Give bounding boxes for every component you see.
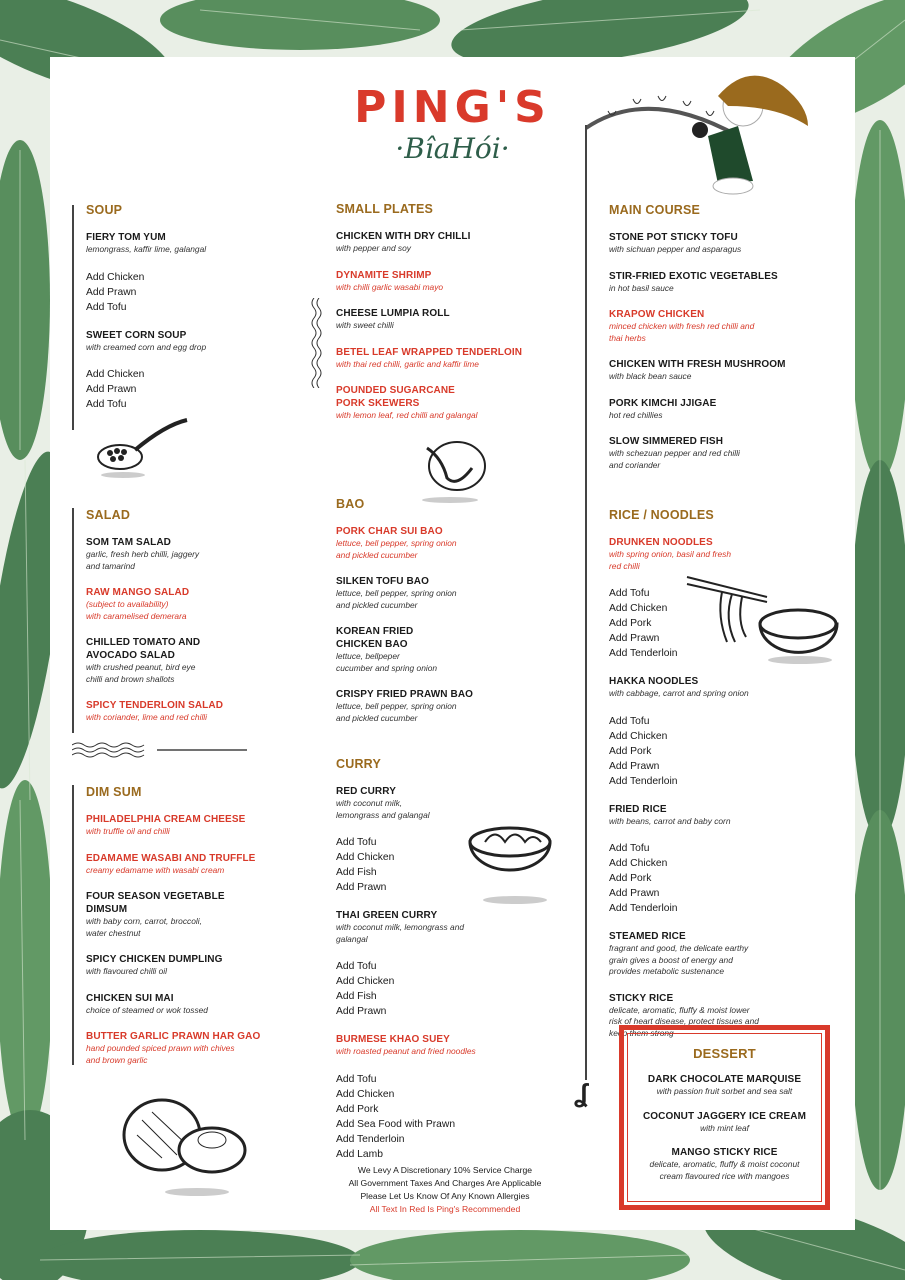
item-name: FIERY TOM YUM xyxy=(86,232,166,243)
add-on-option: Add Chicken xyxy=(336,1088,395,1100)
menu-item xyxy=(86,852,321,877)
add-on-option: Add Tofu xyxy=(609,715,650,727)
menu-item xyxy=(336,909,571,1019)
item-name: CHILLED TOMATO AND AVOCADO SALAD xyxy=(86,637,201,661)
item-name: EDAMAME WASABI AND TRUFFLE xyxy=(86,852,256,864)
item-name: DRUNKEN NOODLES xyxy=(609,537,713,548)
add-on-option: Add Chicken xyxy=(609,730,668,742)
menu-item xyxy=(86,890,321,939)
item-description: with coconut milk, lemongrass and galangal xyxy=(336,798,430,820)
add-on-option: Add Tofu xyxy=(609,588,650,599)
add-on-list xyxy=(609,586,844,661)
item-name: PHILADELPHIA CREAM CHEESE xyxy=(86,814,246,825)
menu-item xyxy=(336,625,571,674)
item-name: STIR-FRIED EXOTIC VEGETABLES xyxy=(609,270,778,282)
add-on-list xyxy=(336,1072,571,1162)
section-title: SOUP xyxy=(86,203,123,217)
item-name: DYNAMITE SHRIMP xyxy=(336,269,432,281)
item-name: CRISPY FRIED PRAWN BAO xyxy=(336,689,474,700)
item-description: garlic, fresh herb chilli, jaggery and tamarind xyxy=(86,549,200,571)
menu-item xyxy=(86,992,321,1017)
section-title: SALAD xyxy=(86,508,131,522)
footer-line: We Levy A Discretionary 10% Service Charge xyxy=(357,1165,533,1175)
add-on-option: Add Chicken xyxy=(336,852,395,863)
item-description: with roasted peanut and fried noodles xyxy=(336,1046,476,1056)
item-description: with sweet chilli xyxy=(336,320,394,330)
section-title: SMALL PLATES xyxy=(336,202,434,216)
section-small-plates xyxy=(336,202,571,436)
menu-item xyxy=(336,269,571,294)
item-name: COCONUT JAGGERY ICE CREAM xyxy=(642,1110,807,1122)
footer-line: Please Let Us Know Of Any Known Allergies xyxy=(360,1191,530,1201)
item-name: CHICKEN WITH FRESH MUSHROOM xyxy=(609,359,786,370)
item-description: with schezuan pepper and red chilli and coriander xyxy=(609,448,740,470)
menu-item xyxy=(86,536,321,572)
menu-item xyxy=(336,384,571,422)
wave-divider xyxy=(72,740,247,760)
item-description: with cabbage, carrot and spring onion xyxy=(609,688,749,698)
menu-item xyxy=(336,346,571,371)
footer-line: All Government Taxes And Charges Are Applicable xyxy=(348,1178,542,1188)
menu-item xyxy=(628,1073,821,1098)
item-description: with beans, carrot and baby corn xyxy=(609,815,731,826)
item-description: with coriander, lime and red chilli xyxy=(86,712,208,722)
fishing-line xyxy=(585,125,587,1080)
add-on-option: Add Prawn xyxy=(336,1006,387,1017)
menu-item xyxy=(336,575,571,611)
item-name: PORK KIMCHI JJIGAE xyxy=(609,397,717,409)
brand-name: PING'S xyxy=(354,82,551,133)
item-description: with mint leaf xyxy=(700,1122,749,1133)
menu-item xyxy=(86,813,321,838)
item-name: CHEESE LUMPIA ROLL xyxy=(336,308,450,319)
item-description: in hot basil sauce xyxy=(609,282,674,293)
item-description: with passion fruit sorbet and sea salt xyxy=(656,1086,793,1096)
footer-recommended-line: All Text In Red Is Ping's Recommended xyxy=(369,1204,521,1214)
add-on-option: Add Tenderloin xyxy=(609,775,678,787)
menu-item xyxy=(336,785,571,895)
item-name: STEAMED RICE xyxy=(609,931,686,942)
item-name: RAW MANGO SALAD xyxy=(86,587,190,598)
add-on-option: Add Pork xyxy=(609,745,652,757)
menu-item xyxy=(609,930,844,978)
item-name: CHICKEN SUI MAI xyxy=(86,992,174,1004)
menu-item xyxy=(609,397,844,422)
menu-item xyxy=(628,1146,821,1182)
add-on-option: Add Pork xyxy=(336,1103,379,1115)
add-on-option: Add Tofu xyxy=(336,837,377,848)
menu-item xyxy=(336,525,571,561)
add-on-option: Add Prawn xyxy=(609,633,660,644)
add-on-option: Add Tofu xyxy=(336,961,377,972)
item-description: delicate, aromatic, fluffy & moist coconut cream flavoured rice with mangoes xyxy=(649,1159,800,1181)
item-name: DARK CHOCOLATE MARQUISE xyxy=(647,1074,802,1085)
item-name: BETEL LEAF WRAPPED TENDERLOIN xyxy=(336,346,523,358)
item-description: hot red chillies xyxy=(609,409,663,420)
item-description: with sichuan pepper and asparagus xyxy=(609,244,742,254)
item-description: lettuce, bell pepper, spring onion and pickled cucumber xyxy=(336,701,457,723)
item-name: RED CURRY xyxy=(336,786,396,797)
menu-item xyxy=(86,1030,321,1066)
add-on-option: Add Prawn xyxy=(336,882,387,893)
fish-hook-icon: ʆ xyxy=(574,1078,589,1108)
section-soup xyxy=(86,203,321,426)
dimsum-basket-illustration xyxy=(117,1080,252,1200)
add-on-option: Add Tenderloin xyxy=(609,903,678,914)
dessert-box xyxy=(619,1025,830,1210)
brand-subtitle: ·BîaHói· xyxy=(395,132,510,165)
section-bao xyxy=(336,497,571,738)
item-description: hand pounded spiced prawn with chives and brown garlic xyxy=(86,1043,235,1065)
add-on-option: Add Chicken xyxy=(86,369,145,380)
section-title: CURRY xyxy=(336,757,381,771)
add-on-option: Add Pork xyxy=(609,873,652,884)
add-on-option: Add Chicken xyxy=(86,271,145,283)
add-on-list xyxy=(86,367,321,412)
add-on-option: Add Prawn xyxy=(609,760,660,772)
section-title: BAO xyxy=(336,497,365,511)
add-on-option: Add Lamb xyxy=(336,1148,383,1160)
menu-item xyxy=(609,803,844,917)
menu-item xyxy=(336,230,571,255)
item-description: lettuce, bellpeper cucumber and spring onion xyxy=(336,651,438,673)
add-on-option: Add Tofu xyxy=(86,301,127,313)
menu-item xyxy=(628,1110,821,1135)
item-name: HAKKA NOODLES xyxy=(609,676,699,687)
add-on-list xyxy=(336,835,571,895)
item-description: with chilli garlic wasabi mayo xyxy=(336,281,444,292)
add-on-option: Add Tenderloin xyxy=(609,648,678,659)
add-on-option: Add Fish xyxy=(336,991,377,1002)
item-name: SOM TAM SALAD xyxy=(86,537,171,548)
fisherman-illustration xyxy=(578,66,818,206)
add-on-option: Add Chicken xyxy=(609,858,668,869)
section-dessert xyxy=(627,1033,822,1202)
item-name: SLOW SIMMERED FISH xyxy=(609,436,724,447)
menu-item xyxy=(609,308,844,344)
menu-item xyxy=(336,688,571,724)
item-name: THAI GREEN CURRY xyxy=(336,910,438,921)
menu-item xyxy=(609,675,844,789)
add-on-list xyxy=(609,714,844,789)
item-description: lettuce, bell pepper, spring onion and pickled cucumber xyxy=(336,538,457,560)
add-on-option: Add Tofu xyxy=(336,1073,377,1085)
item-description: with lemon leaf, red chilli and galangal xyxy=(336,410,478,420)
section-salad xyxy=(86,508,321,738)
menu-item xyxy=(609,435,844,471)
item-description: with coconut milk, lemongrass and galangal xyxy=(336,922,465,944)
menu-item xyxy=(86,329,321,413)
menu-item xyxy=(86,953,321,978)
item-description: with crushed peanut, bird eye chilli and brown shallots xyxy=(86,662,196,684)
menu-item xyxy=(609,358,844,383)
dimsum-rule xyxy=(72,785,74,1065)
item-description: creamy edamame with wasabi cream xyxy=(86,864,225,875)
shrimp-plate-illustration xyxy=(412,428,492,508)
footer-note xyxy=(320,1164,570,1216)
item-description: with baby corn, carrot, broccoli, water chestnut xyxy=(86,916,202,938)
add-on-option: Add Tofu xyxy=(86,399,127,410)
section-rice-noodles xyxy=(609,508,844,1053)
item-name: BURMESE KHAO SUEY xyxy=(336,1034,450,1045)
add-on-option: Add Prawn xyxy=(86,384,137,395)
add-on-option: Add Tenderloin xyxy=(336,1133,405,1145)
item-description: fragrant and good, the delicate earthy grain gives a boost of energy and provides metabolic sustenance xyxy=(609,943,749,976)
add-on-list xyxy=(86,270,321,315)
add-on-option: Add Chicken xyxy=(336,976,395,987)
add-on-option: Add Prawn xyxy=(609,888,660,899)
item-name: BUTTER GARLIC PRAWN HAR GAO xyxy=(86,1031,261,1042)
section-title: DIM SUM xyxy=(86,785,142,799)
item-name: FRIED RICE xyxy=(609,803,667,815)
add-on-option: Add Pork xyxy=(609,618,652,629)
item-name: SWEET CORN SOUP xyxy=(86,329,187,341)
section-curry xyxy=(336,757,571,1176)
item-name: FOUR SEASON VEGETABLE DIMSUM xyxy=(86,891,225,915)
item-name: CHICKEN WITH DRY CHILLI xyxy=(336,231,471,242)
menu-item xyxy=(86,231,321,315)
soup-rule xyxy=(72,205,74,430)
add-on-option: Add Chicken xyxy=(609,603,668,614)
section-dimsum xyxy=(86,785,321,1080)
item-description: choice of steamed or wok tossed xyxy=(86,1004,208,1015)
item-description: delicate, aromatic, fluffy & moist lower risk of heart disease, protect tissues and keep them strong xyxy=(609,1004,759,1038)
item-name: KRAPOW CHICKEN xyxy=(609,309,705,320)
item-name: SPICY CHICKEN DUMPLING xyxy=(86,954,223,965)
section-title: RICE / NOODLES xyxy=(609,508,714,522)
item-name: SILKEN TOFU BAO xyxy=(336,576,429,587)
item-description: minced chicken with fresh red chilli and thai herbs xyxy=(609,321,755,343)
add-on-option: Add Fish xyxy=(336,867,377,878)
item-description: lettuce, bell pepper, spring onion and pickled cucumber xyxy=(336,588,457,610)
section-main-course xyxy=(609,203,844,485)
item-description: lemongrass, kaffir lime, galangal xyxy=(86,244,207,254)
item-description: with creamed corn and egg drop xyxy=(86,341,207,352)
menu-item xyxy=(609,536,844,661)
section-title: DESSERT xyxy=(693,1046,756,1061)
item-description: (subject to availability) with caramelised demerara xyxy=(86,599,187,621)
menu-item xyxy=(86,699,321,724)
add-on-list xyxy=(336,959,571,1019)
item-description: with flavoured chilli oil xyxy=(86,966,167,976)
item-description: with black bean sauce xyxy=(609,371,692,381)
menu-item xyxy=(336,1033,571,1162)
item-description: with truffle oil and chilli xyxy=(86,826,170,836)
menu-item xyxy=(86,586,321,622)
menu-item xyxy=(609,231,844,256)
section-title: MAIN COURSE xyxy=(609,203,701,217)
menu-item xyxy=(86,636,321,685)
salad-rule xyxy=(72,508,74,733)
item-name: MANGO STICKY RICE xyxy=(671,1147,778,1158)
item-name: STONE POT STICKY TOFU xyxy=(609,232,738,243)
item-name: STICKY RICE xyxy=(609,992,674,1004)
item-description: with spring onion, basil and fresh red chilli xyxy=(609,549,731,571)
menu-item xyxy=(336,307,571,332)
add-on-option: Add Sea Food with Prawn xyxy=(336,1118,456,1130)
restaurant-logo xyxy=(340,84,565,166)
item-description: with thai red chilli, garlic and kaffir lime xyxy=(336,358,479,369)
menu-item xyxy=(609,270,844,295)
add-on-option: Add Prawn xyxy=(86,286,137,298)
item-description: with pepper and soy xyxy=(336,243,411,253)
item-name: PORK CHAR SUI BAO xyxy=(336,526,443,537)
add-on-list xyxy=(609,841,844,916)
item-name: SPICY TENDERLOIN SALAD xyxy=(86,700,224,711)
item-name: KOREAN FRIED CHICKEN BAO xyxy=(336,626,414,650)
item-name: POUNDED SUGARCANE PORK SKEWERS xyxy=(336,385,455,409)
add-on-option: Add Tofu xyxy=(609,843,650,854)
